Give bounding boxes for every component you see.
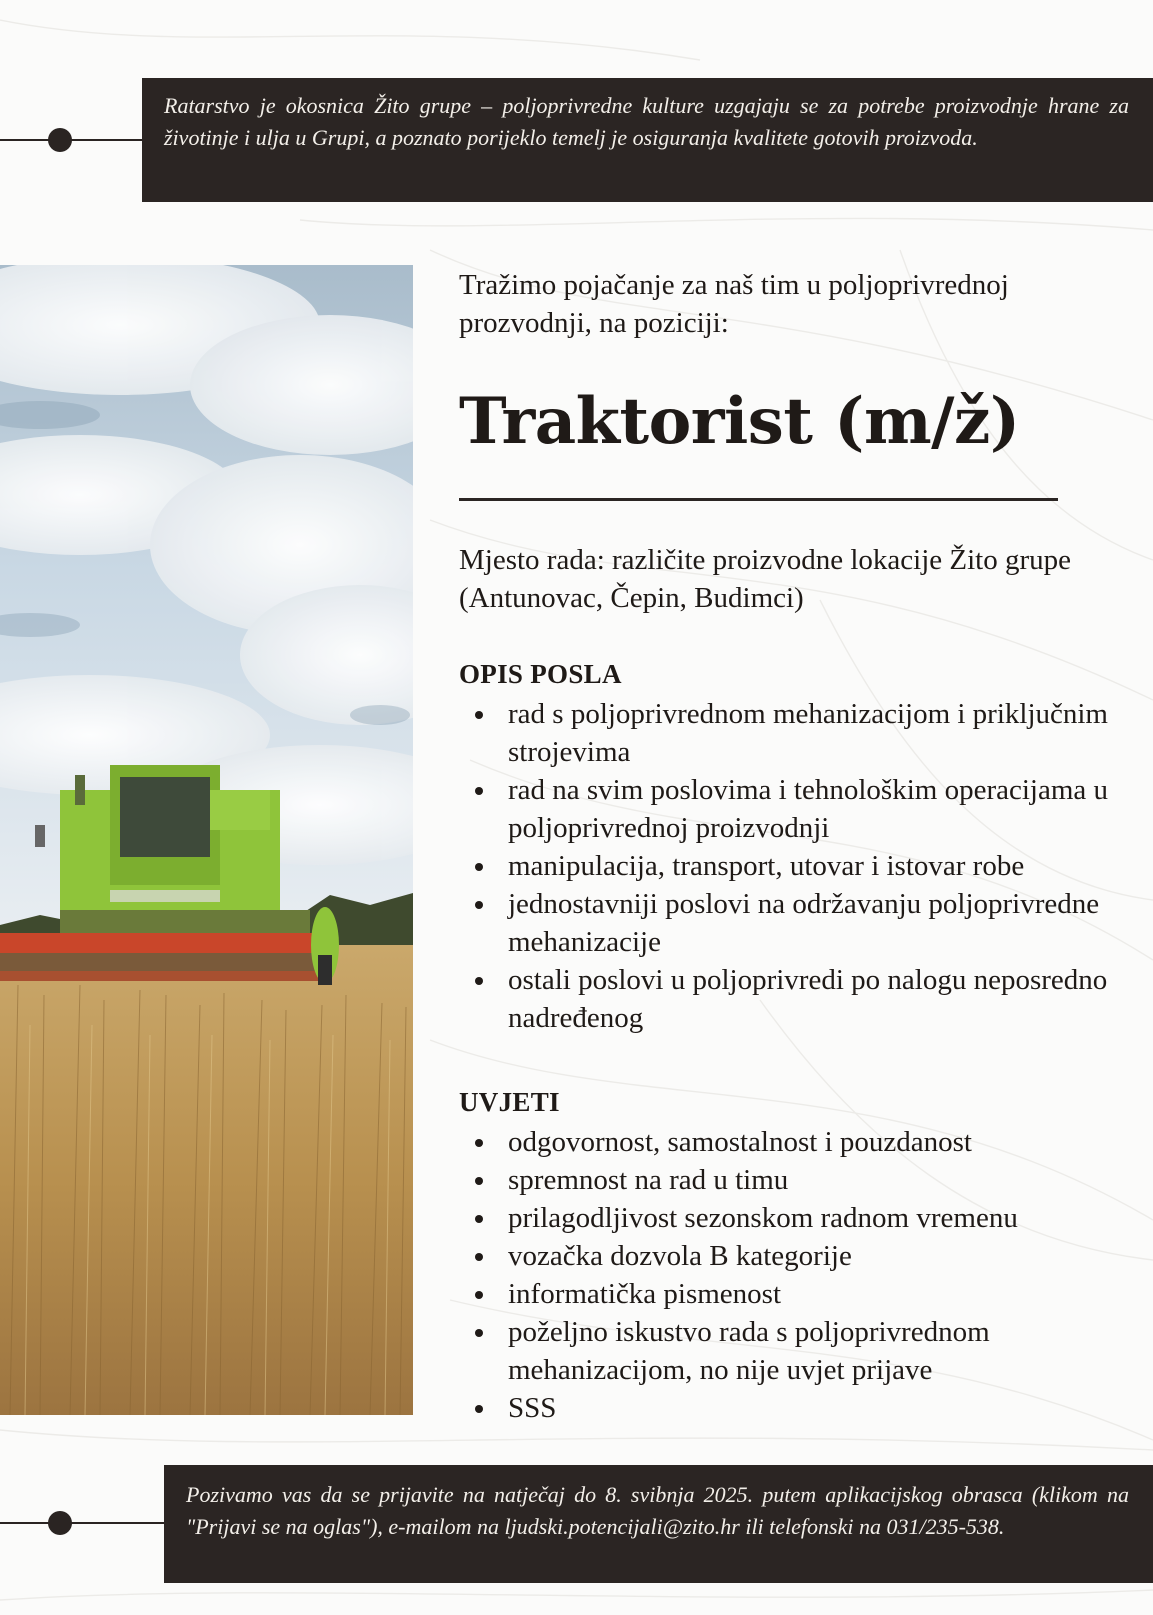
- top-connector-dot: [48, 128, 72, 152]
- work-location: Mjesto rada: različite proizvodne lokacije Žito grupe (Antunovac, Čepin, Budimci): [459, 544, 1071, 614]
- intro-text: Tražimo pojačanje za naš tim u poljoprivrednoj prozvodnji, na poziciji:: [459, 269, 1009, 339]
- list-item: ostali poslovi u poljoprivredi po nalogu neposredno nadređenog: [459, 961, 1139, 1037]
- intro-banner: [142, 78, 1153, 202]
- bottom-connector-dot: [48, 1511, 72, 1535]
- harvester-photo: [0, 265, 413, 1415]
- list-item: rad na svim poslovima i tehnološkim operacijama u poljoprivrednoj proizvodnji: [459, 771, 1139, 847]
- application-banner: [164, 1465, 1153, 1583]
- list-item: informatička pismenost: [459, 1275, 1139, 1313]
- title-divider: [459, 498, 1058, 501]
- list-item: manipulacija, transport, utovar i istovar robe: [459, 847, 1139, 885]
- list-item: rad s poljoprivrednom mehanizacijom i priključnim strojevima: [459, 695, 1139, 771]
- uvjeti-list: [459, 1123, 1139, 1427]
- list-item: vozačka dozvola B kategorije: [459, 1237, 1139, 1275]
- job-title: Traktorist (m/ž): [459, 384, 1020, 459]
- list-item: prilagodljivost sezonskom radnom vremenu: [459, 1199, 1139, 1237]
- section-heading-opis-posla: OPIS POSLA: [459, 659, 622, 689]
- list-item: spremnost na rad u timu: [459, 1161, 1139, 1199]
- intro-banner-text: Ratarstvo je okosnica Žito grupe – poljoprivredne kulture uzgajaju se za potrebe proizvodnje hrane za životinje i ulja u Grupi, a poznato porijeklo temelj je osiguranja kvalitete gotovih proizvoda.: [164, 93, 1129, 150]
- list-item: SSS: [459, 1389, 1139, 1427]
- bottom-connector-line: [0, 1522, 164, 1524]
- job-ad-content: [459, 266, 1139, 1427]
- opis-posla-list: [459, 695, 1139, 1037]
- list-item: jednostavniji poslovi na održavanju poljoprivredne mehanizacije: [459, 885, 1139, 961]
- section-heading-uvjeti: UVJETI: [459, 1087, 560, 1117]
- application-banner-text: Pozivamo vas da se prijavite na natječaj do 8. svibnja 2025. putem aplikacijskog obrasca (klikom na "Prijavi se na oglas"), e-mailom na ljudski.potencijali@zito.hr ili telefonski na 031/235-538.: [186, 1482, 1129, 1539]
- list-item: odgovornost, samostalnost i pouzdanost: [459, 1123, 1139, 1161]
- list-item: poželjno iskustvo rada s poljoprivrednom mehanizacijom, no nije uvjet prijave: [459, 1313, 1139, 1389]
